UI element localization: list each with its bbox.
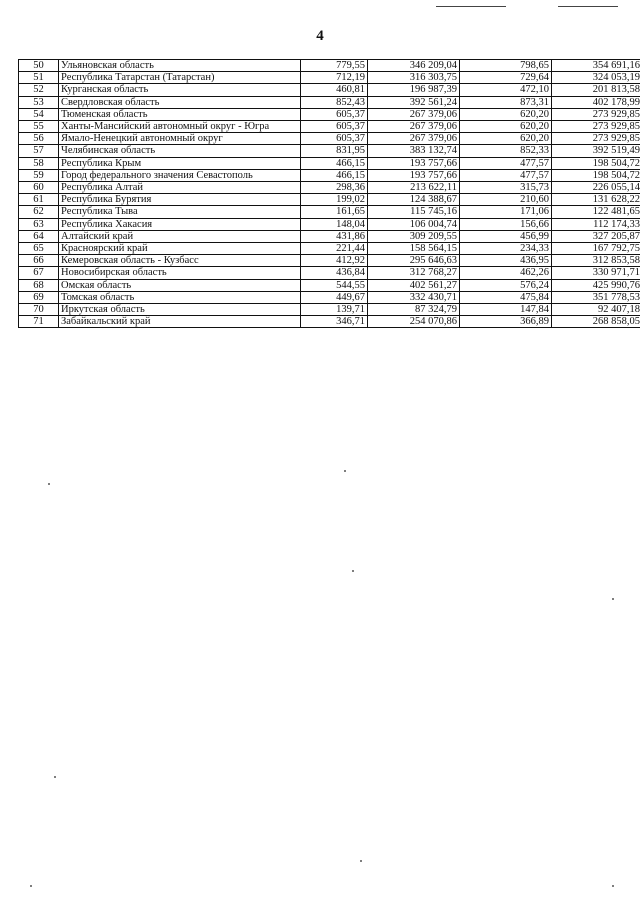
table-row [19, 316, 640, 328]
value-1-cell: 712,19 [301, 72, 368, 84]
header-rule-left [436, 6, 506, 7]
region-name-cell: Красноярский край [59, 243, 301, 255]
row-number-cell: 64 [19, 230, 59, 242]
table-row [19, 243, 640, 255]
row-number-cell: 70 [19, 304, 59, 316]
table-row [19, 96, 640, 108]
table-row [19, 145, 640, 157]
region-name-cell: Город федерального значения Севастополь [59, 169, 301, 181]
region-name-cell: Республика Бурятия [59, 194, 301, 206]
scan-speck [352, 570, 354, 572]
value-2-cell: 254 070,86 [368, 316, 460, 328]
value-3-cell: 234,33 [460, 243, 552, 255]
value-3-cell: 477,57 [460, 157, 552, 169]
value-1-cell: 412,92 [301, 255, 368, 267]
value-4-cell: 198 504,72 [552, 169, 640, 181]
region-name-cell: Томская область [59, 291, 301, 303]
value-4-cell: 312 853,58 [552, 255, 640, 267]
value-3-cell: 147,84 [460, 304, 552, 316]
table-row [19, 182, 640, 194]
row-number-cell: 71 [19, 316, 59, 328]
region-name-cell: Республика Крым [59, 157, 301, 169]
row-number-cell: 55 [19, 121, 59, 133]
value-2-cell: 193 757,66 [368, 169, 460, 181]
region-name-cell: Курганская область [59, 84, 301, 96]
scan-speck [360, 860, 362, 862]
value-4-cell: 112 174,33 [552, 218, 640, 230]
region-name-cell: Ханты-Мансийский автономный округ - Югра [59, 121, 301, 133]
value-3-cell: 576,24 [460, 279, 552, 291]
scan-speck [344, 470, 346, 472]
value-3-cell: 620,20 [460, 133, 552, 145]
table-row [19, 194, 640, 206]
value-3-cell: 477,57 [460, 169, 552, 181]
region-name-cell: Омская область [59, 279, 301, 291]
value-4-cell: 425 990,76 [552, 279, 640, 291]
value-1-cell: 161,65 [301, 206, 368, 218]
value-3-cell: 366,89 [460, 316, 552, 328]
value-4-cell: 273 929,85 [552, 133, 640, 145]
value-1-cell: 605,37 [301, 121, 368, 133]
value-2-cell: 158 564,15 [368, 243, 460, 255]
row-number-cell: 50 [19, 60, 59, 72]
value-4-cell: 226 055,14 [552, 182, 640, 194]
table-body [19, 60, 640, 328]
value-1-cell: 199,02 [301, 194, 368, 206]
table-row [19, 108, 640, 120]
row-number-cell: 54 [19, 108, 59, 120]
value-4-cell: 198 504,72 [552, 157, 640, 169]
value-4-cell: 201 813,58 [552, 84, 640, 96]
value-1-cell: 605,37 [301, 108, 368, 120]
value-3-cell: 729,64 [460, 72, 552, 84]
value-4-cell: 167 792,75 [552, 243, 640, 255]
value-1-cell: 460,81 [301, 84, 368, 96]
value-2-cell: 346 209,04 [368, 60, 460, 72]
region-name-cell: Ульяновская область [59, 60, 301, 72]
value-4-cell: 402 178,99 [552, 96, 640, 108]
value-2-cell: 115 745,16 [368, 206, 460, 218]
value-3-cell: 620,20 [460, 121, 552, 133]
region-name-cell: Республика Хакасия [59, 218, 301, 230]
row-number-cell: 68 [19, 279, 59, 291]
value-2-cell: 87 324,79 [368, 304, 460, 316]
value-3-cell: 462,26 [460, 267, 552, 279]
table-row [19, 169, 640, 181]
region-name-cell: Алтайский край [59, 230, 301, 242]
scan-speck [48, 483, 50, 485]
value-1-cell: 139,71 [301, 304, 368, 316]
page-number: 4 [316, 28, 324, 44]
value-3-cell: 315,73 [460, 182, 552, 194]
value-4-cell: 268 858,05 [552, 316, 640, 328]
value-4-cell: 327 205,87 [552, 230, 640, 242]
row-number-cell: 69 [19, 291, 59, 303]
value-4-cell: 351 778,53 [552, 291, 640, 303]
region-name-cell: Забайкальский край [59, 316, 301, 328]
row-number-cell: 61 [19, 194, 59, 206]
row-number-cell: 56 [19, 133, 59, 145]
value-4-cell: 122 481,65 [552, 206, 640, 218]
scan-speck [612, 885, 614, 887]
value-1-cell: 431,86 [301, 230, 368, 242]
value-1-cell: 221,44 [301, 243, 368, 255]
value-2-cell: 193 757,66 [368, 157, 460, 169]
value-2-cell: 267 379,06 [368, 133, 460, 145]
scan-speck [54, 776, 56, 778]
region-name-cell: Кемеровская область - Кузбасс [59, 255, 301, 267]
value-3-cell: 436,95 [460, 255, 552, 267]
value-2-cell: 267 379,06 [368, 108, 460, 120]
value-1-cell: 831,95 [301, 145, 368, 157]
header-rule-right [558, 6, 618, 7]
table-row [19, 72, 640, 84]
value-3-cell: 210,60 [460, 194, 552, 206]
table-row [19, 133, 640, 145]
value-2-cell: 267 379,06 [368, 121, 460, 133]
table-row [19, 121, 640, 133]
value-3-cell: 156,66 [460, 218, 552, 230]
table-row [19, 230, 640, 242]
region-name-cell: Республика Алтай [59, 182, 301, 194]
region-name-cell: Ямало-Ненецкий автономный округ [59, 133, 301, 145]
table-row [19, 60, 640, 72]
table-row [19, 218, 640, 230]
value-1-cell: 298,36 [301, 182, 368, 194]
value-2-cell: 124 388,67 [368, 194, 460, 206]
value-3-cell: 475,84 [460, 291, 552, 303]
value-3-cell: 456,99 [460, 230, 552, 242]
value-4-cell: 273 929,85 [552, 121, 640, 133]
value-2-cell: 309 209,55 [368, 230, 460, 242]
value-3-cell: 620,20 [460, 108, 552, 120]
data-table [18, 59, 640, 328]
table-row [19, 267, 640, 279]
table-row [19, 304, 640, 316]
value-1-cell: 346,71 [301, 316, 368, 328]
row-number-cell: 58 [19, 157, 59, 169]
value-4-cell: 330 971,71 [552, 267, 640, 279]
value-2-cell: 383 132,74 [368, 145, 460, 157]
value-4-cell: 92 407,18 [552, 304, 640, 316]
value-4-cell: 324 053,19 [552, 72, 640, 84]
row-number-cell: 57 [19, 145, 59, 157]
value-2-cell: 402 561,27 [368, 279, 460, 291]
value-1-cell: 544,55 [301, 279, 368, 291]
row-number-cell: 51 [19, 72, 59, 84]
value-1-cell: 466,15 [301, 157, 368, 169]
value-4-cell: 354 691,16 [552, 60, 640, 72]
value-3-cell: 472,10 [460, 84, 552, 96]
region-name-cell: Тюменская область [59, 108, 301, 120]
row-number-cell: 62 [19, 206, 59, 218]
scan-speck [612, 598, 614, 600]
value-4-cell: 273 929,85 [552, 108, 640, 120]
value-1-cell: 449,67 [301, 291, 368, 303]
value-1-cell: 852,43 [301, 96, 368, 108]
table-row [19, 291, 640, 303]
table-row [19, 84, 640, 96]
row-number-cell: 60 [19, 182, 59, 194]
table-row [19, 279, 640, 291]
value-3-cell: 873,31 [460, 96, 552, 108]
value-2-cell: 316 303,75 [368, 72, 460, 84]
value-3-cell: 852,33 [460, 145, 552, 157]
value-2-cell: 196 987,39 [368, 84, 460, 96]
value-3-cell: 798,65 [460, 60, 552, 72]
value-2-cell: 106 004,74 [368, 218, 460, 230]
value-1-cell: 148,04 [301, 218, 368, 230]
value-4-cell: 131 628,22 [552, 194, 640, 206]
table-row [19, 157, 640, 169]
value-3-cell: 171,06 [460, 206, 552, 218]
row-number-cell: 59 [19, 169, 59, 181]
region-name-cell: Новосибирская область [59, 267, 301, 279]
table-row [19, 206, 640, 218]
value-2-cell: 392 561,24 [368, 96, 460, 108]
value-1-cell: 779,55 [301, 60, 368, 72]
region-name-cell: Иркутская область [59, 304, 301, 316]
row-number-cell: 53 [19, 96, 59, 108]
value-2-cell: 295 646,63 [368, 255, 460, 267]
value-2-cell: 213 622,11 [368, 182, 460, 194]
row-number-cell: 66 [19, 255, 59, 267]
row-number-cell: 52 [19, 84, 59, 96]
value-1-cell: 605,37 [301, 133, 368, 145]
region-name-cell: Республика Тыва [59, 206, 301, 218]
row-number-cell: 63 [19, 218, 59, 230]
region-name-cell: Республика Татарстан (Татарстан) [59, 72, 301, 84]
table-row [19, 255, 640, 267]
row-number-cell: 67 [19, 267, 59, 279]
value-4-cell: 392 519,49 [552, 145, 640, 157]
scan-speck [30, 885, 32, 887]
value-2-cell: 332 430,71 [368, 291, 460, 303]
value-1-cell: 466,15 [301, 169, 368, 181]
value-1-cell: 436,84 [301, 267, 368, 279]
region-name-cell: Свердловская область [59, 96, 301, 108]
row-number-cell: 65 [19, 243, 59, 255]
region-name-cell: Челябинская область [59, 145, 301, 157]
value-2-cell: 312 768,27 [368, 267, 460, 279]
